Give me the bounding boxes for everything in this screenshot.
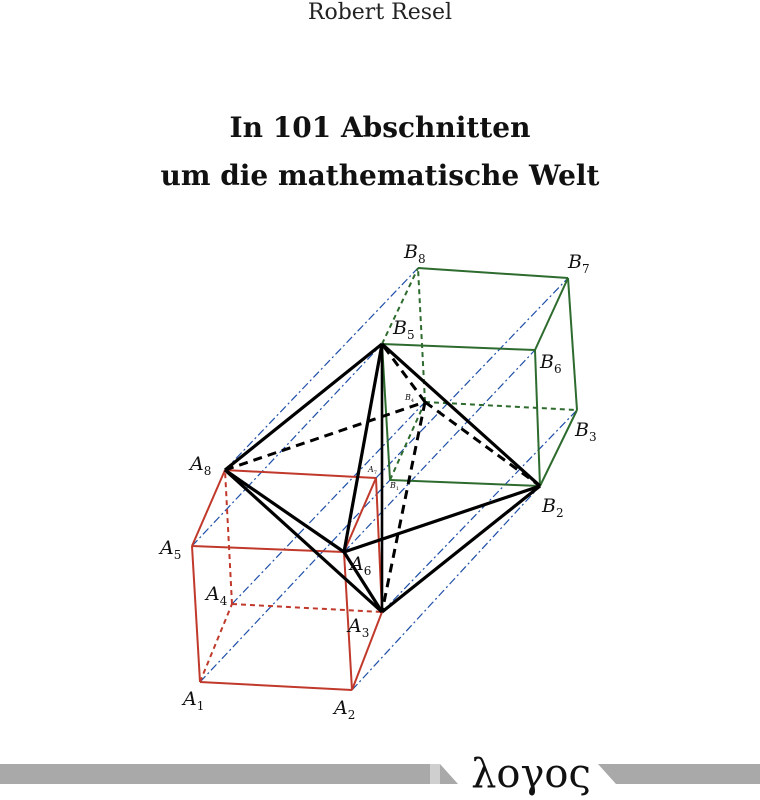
- octa-edge: [344, 344, 382, 552]
- connector-a5-b5: [192, 344, 382, 546]
- author-name: Robert Resel: [307, 0, 453, 25]
- octahedron: [225, 344, 540, 612]
- cube-a-edge: [225, 470, 376, 478]
- octa-hidden-edge: [382, 402, 425, 612]
- publisher-logo: λογος: [471, 751, 591, 797]
- footer-bar-left-tint: [430, 764, 440, 784]
- vertex-label-b7: $B_7$: [568, 251, 590, 276]
- vertex-label-a4: $A_4$: [206, 583, 228, 608]
- octa-hidden-edge: [425, 402, 540, 486]
- footer-bar-left-cap: [440, 764, 458, 784]
- vertex-label-b2: $B_2$: [542, 495, 564, 520]
- connector-lines: [192, 268, 577, 690]
- cube-b: [382, 268, 577, 486]
- cube-b-edge: [382, 344, 535, 350]
- cube-b-edge: [568, 278, 577, 410]
- footer-band: [0, 752, 760, 800]
- cube-a-edge: [192, 546, 344, 552]
- vertex-label-a6: $A_6$: [350, 553, 372, 578]
- cube-b-edge: [418, 268, 568, 278]
- vertex-label-a1: $A_1$: [183, 688, 205, 713]
- vertex-label-b1: $B_1$: [390, 481, 400, 492]
- footer-bar-right-cap: [598, 764, 616, 784]
- octa-hidden-edge: [382, 344, 425, 402]
- cube-b-edge: [390, 480, 540, 486]
- octa-edge: [225, 344, 382, 470]
- cube-b-edge: [540, 410, 577, 486]
- footer-bar-right: [616, 764, 760, 784]
- vertex-label-a8: $A_8$: [190, 453, 212, 478]
- cube-a-edge: [344, 478, 376, 552]
- cube-a-hidden-edge: [225, 470, 232, 604]
- octa-edge: [344, 486, 540, 552]
- vertex-label-a5: $A_5$: [160, 537, 182, 562]
- octa-hidden-edge: [225, 402, 425, 470]
- vertex-label-b6: $B_6$: [540, 351, 562, 376]
- cube-a-edge: [192, 546, 200, 682]
- vertex-label-b5: $B_5$: [393, 317, 415, 342]
- octa-edge: [382, 344, 540, 486]
- title-line-2: um die mathematische Welt: [160, 159, 600, 192]
- vertex-label-b4: $B_4$: [405, 393, 415, 404]
- cube-a-edge: [200, 682, 352, 690]
- cube-a-hidden-edge: [200, 604, 232, 682]
- cube-a-hidden-edge: [232, 604, 382, 612]
- cube-b-edge: [535, 278, 568, 350]
- cube-a-edge: [192, 470, 225, 546]
- octa-edge: [225, 470, 382, 612]
- cube-b-hidden-edge: [390, 402, 425, 480]
- vertex-label-a3: $A_3$: [348, 615, 370, 640]
- octa-edge: [225, 470, 344, 552]
- octa-edge: [382, 486, 540, 612]
- footer-bar-left: [0, 764, 440, 784]
- title-line-1: In 101 Abschnitten: [229, 111, 531, 144]
- vertex-label-a2: $A_2$: [334, 697, 356, 722]
- vertex-label-a7: $A_7$: [368, 465, 377, 476]
- vertex-label-b8: $B_8$: [404, 241, 426, 266]
- vertex-label-b3: $B_3$: [575, 419, 597, 444]
- cube-a-labels: [158, 453, 377, 722]
